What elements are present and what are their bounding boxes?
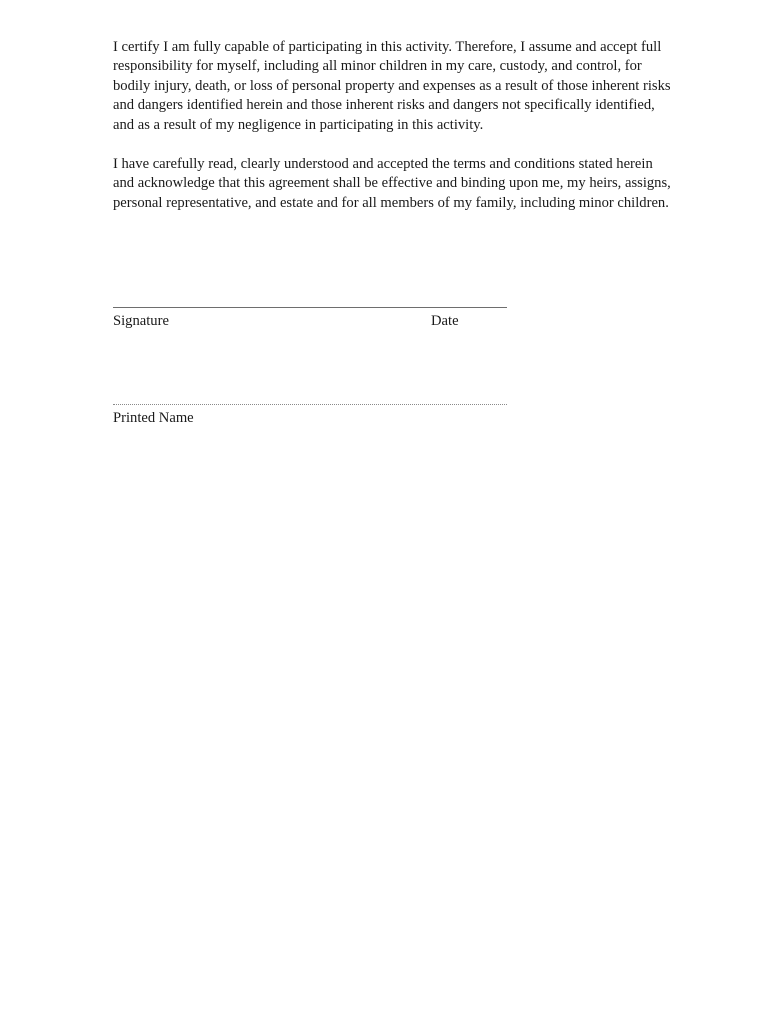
signature-label: Signature [113, 313, 169, 329]
date-label: Date [431, 313, 459, 329]
printed-name-label: Printed Name [113, 410, 194, 426]
signature-line[interactable] [113, 307, 507, 308]
printed-name-line[interactable] [113, 404, 507, 405]
certification-paragraph: I certify I am fully capable of participating in this activity. Therefore, I assume and accept full responsibility for myself, including all minor children in my care, custody, and control, for bodily injury, death, or loss of personal property and expenses as a result of those inherent risks and dangers identified herein and those inherent risks and dangers not specifically identified, and as a result of my negligence in participating in this activity. [113, 39, 671, 133]
acknowledgement-paragraph: I have carefully read, clearly understood and accepted the terms and conditions stated herein and acknowledge that this agreement shall be effective and binding upon me, my heirs, assigns, personal representative, and estate and for all members of my family, including minor children. [113, 156, 671, 211]
